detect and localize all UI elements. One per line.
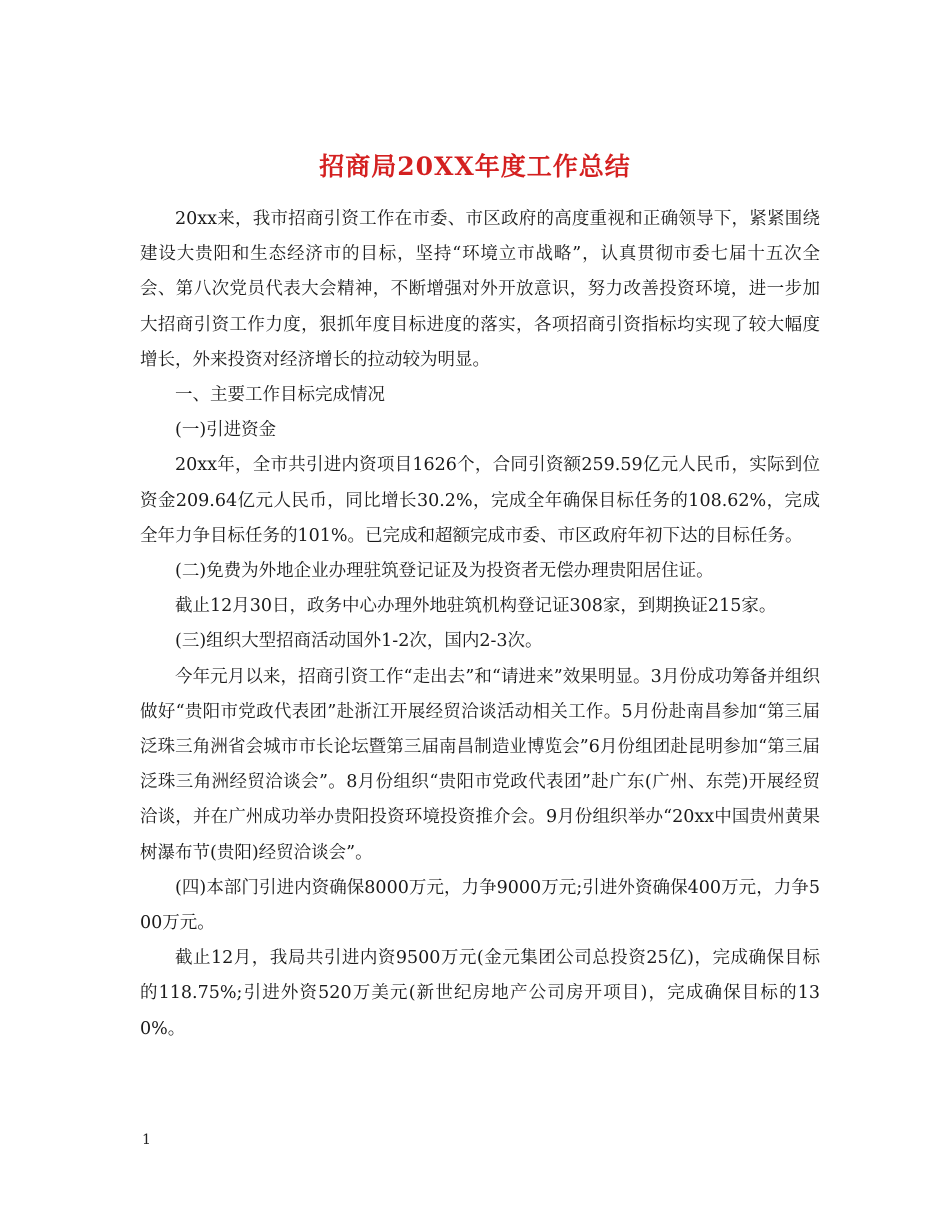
heading-promotion-events: (三)组织大型招商活动国外1-2次，国内2-3次。 <box>175 631 543 652</box>
page-number: 1 <box>142 1132 151 1148</box>
paragraph-registration-detail: 截止12月30日，政务中心办理外地驻筑机构登记证308家，到期换证215家。 <box>175 596 777 617</box>
paragraph-department-results: 截止12月，我局共引进内资9500万元(金元集团公司总投资25亿)，完成确保目标的118.75%;引进外资520万美元(新世纪房地产公司房开项目)，完成确保目标的130%。 <box>140 948 820 1039</box>
paragraph-intro: 20xx来，我市招商引资工作在市委、市区政府的高度重视和正确领导下，紧紧围绕建设大贵阳和生态经济市的目标，坚持“环境立市战略”，认真贯彻市委七届十五次全会、第八次党员代表大会精神，不断增强对外开放意识，努力改善投资环境，进一步加大招商引资工作力度，狠抓年度目标进度的落实，各项招商引资指标均实现了较大幅度增长，外来投资对经济增长的拉动较为明显。 <box>140 209 820 370</box>
document-body <box>140 202 820 1047</box>
heading-registration-services: (二)免费为外地企业办理驻筑登记证及为投资者无偿办理贵阳居住证。 <box>175 561 714 582</box>
paragraph-promotion-detail: 今年元月以来，招商引资工作“走出去”和“请进来”效果明显。3月份成功筹备并组织做好“贵阳市党政代表团”赴浙江开展经贸洽谈活动相关工作。5月份赴南昌参加“第三届泛珠三角洲省会城市市长论坛暨第三届南昌制造业博览会”6月份组团赴昆明参加“第三届泛珠三角洲经贸洽谈会”。8月份组织“贵阳市党政代表团”赴广东(广州、东莞)开展经贸洽谈，并在广州成功举办贵阳投资环境投资推介会。9月份组织举办“20xx中国贵州黄果树瀑布节(贵阳)经贸洽谈会”。 <box>140 666 820 863</box>
document-title: 招商局20XX年度工作总结 <box>319 151 631 181</box>
heading-department-targets: (四)本部门引进内资确保8000万元，力争9000万元;引进外资确保400万元，力争500万元。 <box>140 877 820 934</box>
heading-main-goals: 一、主要工作目标完成情况 <box>175 385 385 406</box>
paragraph-funds-detail: 20xx年，全市共引进内资项目1626个，合同引资额259.59亿元人民币，实际到位资金209.64亿元人民币，同比增长30.2%，完成全年确保目标任务的108.62%，完成全年力争目标任务的101%。已完成和超额完成市委、市区政府年初下达的目标任务。 <box>140 455 820 546</box>
heading-attract-funds: (一)引进资金 <box>175 420 277 441</box>
